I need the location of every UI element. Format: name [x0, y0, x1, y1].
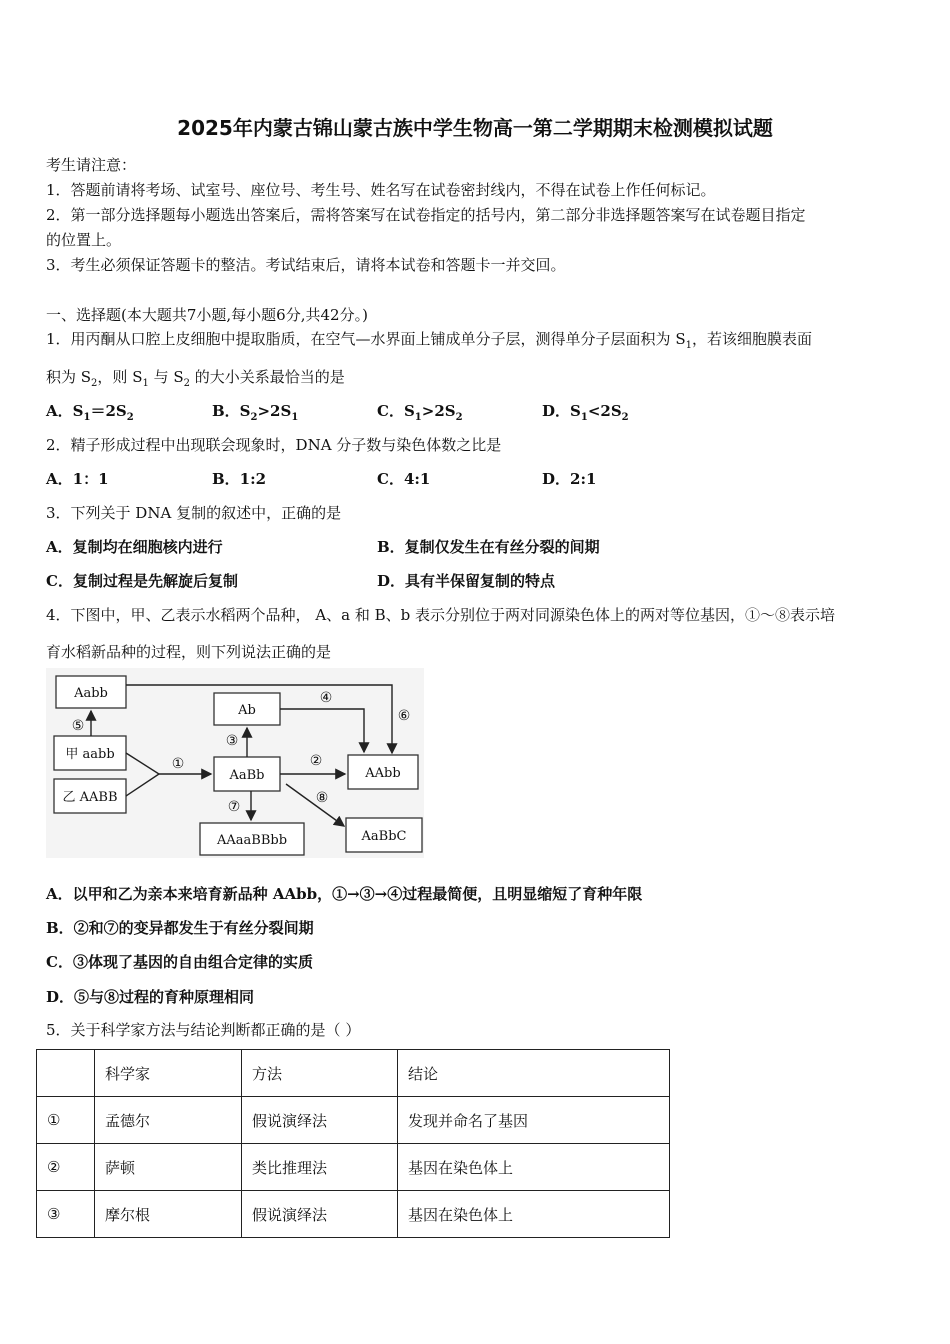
q4-option-a[interactable]: A．以甲和乙为亲本来培育新品种 AAbb，①→③→④过程最简便，且明显缩短了育种年限: [46, 885, 643, 903]
table-cell: 基因在染色体上: [398, 1191, 670, 1238]
q2-option-a[interactable]: A．1：1: [46, 470, 109, 488]
notice-item: 1．答题前请将考场、试室号、座位号、考生号、姓名写在试卷密封线内，不得在试卷上作任何标记。: [46, 181, 716, 199]
q4-option-d[interactable]: D．⑤与⑧过程的育种原理相同: [46, 988, 255, 1006]
step-3: ③: [225, 733, 239, 749]
notice-item: 2．第一部分选择题每小题选出答案后，需将答案写在试卷指定的括号内，第二部分非选择题答案写在试卷题目指定: [46, 206, 806, 224]
table-cell: ①: [37, 1097, 95, 1144]
label-jia: 甲 aabb: [65, 747, 115, 762]
label-aabbc: AaBbC: [361, 829, 407, 844]
q4-option-b[interactable]: B．②和⑦的变异都发生于有丝分裂间期: [46, 919, 314, 937]
q3-option-b[interactable]: B．复制仅发生在有丝分裂的间期: [377, 538, 600, 556]
table-cell: 类比推理法: [242, 1144, 398, 1191]
q2-stem: 2．精子形成过程中出现联会现象时，DNA 分子数与染色体数之比是: [46, 436, 502, 454]
table-cell: 基因在染色体上: [398, 1144, 670, 1191]
step-2: ②: [309, 753, 323, 769]
q1-stem-line2: 积为 $S_2$，则 $S_1$ 与 $S_2$ 的大小关系最恰当的是: [46, 368, 345, 389]
q2-option-b[interactable]: B．1:2: [212, 470, 267, 488]
table-cell: 摩尔根: [95, 1191, 242, 1238]
q4-option-c[interactable]: C．③体现了基因的自由组合定律的实质: [46, 953, 313, 971]
label-ab: Ab: [238, 703, 256, 718]
page-title: 2025年内蒙古锦山蒙古族中学生物高一第二学期期末检测模拟试题: [177, 116, 773, 140]
q1-option-d[interactable]: D．$S_1<2S_2$: [542, 402, 629, 423]
table-cell: 孟德尔: [95, 1097, 242, 1144]
step-1: ①: [171, 756, 185, 772]
table-header-cell: 科学家: [95, 1050, 242, 1097]
table-row: [37, 1191, 670, 1238]
table-row: [37, 1097, 670, 1144]
step-8: ⑧: [315, 790, 329, 806]
q3-stem: 3．下列关于 DNA 复制的叙述中，正确的是: [46, 504, 342, 522]
table-cell: 发现并命名了基因: [398, 1097, 670, 1144]
q3-option-c[interactable]: C．复制过程是先解旋后复制: [46, 572, 238, 590]
q3-option-a[interactable]: A．复制均在细胞核内进行: [46, 538, 223, 556]
table-row: [37, 1144, 670, 1191]
step-6: ⑥: [397, 708, 411, 724]
q5-stem: 5．关于科学家方法与结论判断都正确的是（ ）: [46, 1021, 361, 1039]
table-cell: ②: [37, 1144, 95, 1191]
table-header-row: [37, 1050, 670, 1097]
table-header-cell: 方法: [242, 1050, 398, 1097]
table-cell: 假说演绎法: [242, 1191, 398, 1238]
section-heading: 一、选择题(本大题共7小题,每小题6分,共42分。): [46, 306, 368, 324]
label-aabb-top: Aabb: [74, 686, 108, 701]
breeding-diagram: [46, 668, 424, 858]
q2-option-c[interactable]: C．4:1: [377, 470, 431, 488]
label-yi: 乙 AABB: [62, 790, 118, 805]
step-4: ④: [319, 690, 333, 706]
notice-item: 3．考生必须保证答题卡的整洁。考试结束后，请将本试卷和答题卡一并交回。: [46, 256, 566, 274]
q5-table: [36, 1049, 670, 1238]
step-7: ⑦: [227, 799, 241, 815]
table-cell: ③: [37, 1191, 95, 1238]
label-aabb-right: AAbb: [365, 766, 401, 781]
q4-stem-line2: 育水稻新品种的过程，则下列说法正确的是: [46, 643, 332, 661]
q1-option-b[interactable]: B．$S_2>2S_1$: [212, 402, 299, 423]
q2-option-d[interactable]: D．2:1: [542, 470, 597, 488]
q1-option-a[interactable]: A．$S_1=2S_2$: [46, 402, 134, 423]
table-cell: 假说演绎法: [242, 1097, 398, 1144]
step-5: ⑤: [71, 718, 85, 734]
q1-stem-line1: 1．用丙酮从口腔上皮细胞中提取脂质，在空气—水界面上铺成单分子层，测得单分子层面积为 $S_1$，若该细胞膜表面: [46, 330, 812, 351]
notice-item: 的位置上。: [46, 231, 122, 249]
label-aabb-mid: AaBb: [229, 768, 265, 783]
table-header-cell: 结论: [398, 1050, 670, 1097]
label-aaaabbbb: AAaaBBbb: [216, 833, 288, 848]
q4-stem-line1: 4．下图中，甲、乙表示水稻两个品种， A、a 和 B、b 表示分别位于两对同源染色体上的两对等位基因，①～⑧表示培: [46, 606, 836, 624]
q1-option-c[interactable]: C．$S_1>2S_2$: [377, 402, 463, 423]
table-cell: 萨顿: [95, 1144, 242, 1191]
notice-heading: 考生请注意：: [46, 156, 137, 174]
table-header-cell: [37, 1050, 95, 1097]
q3-option-d[interactable]: D．具有半保留复制的特点: [377, 572, 556, 590]
